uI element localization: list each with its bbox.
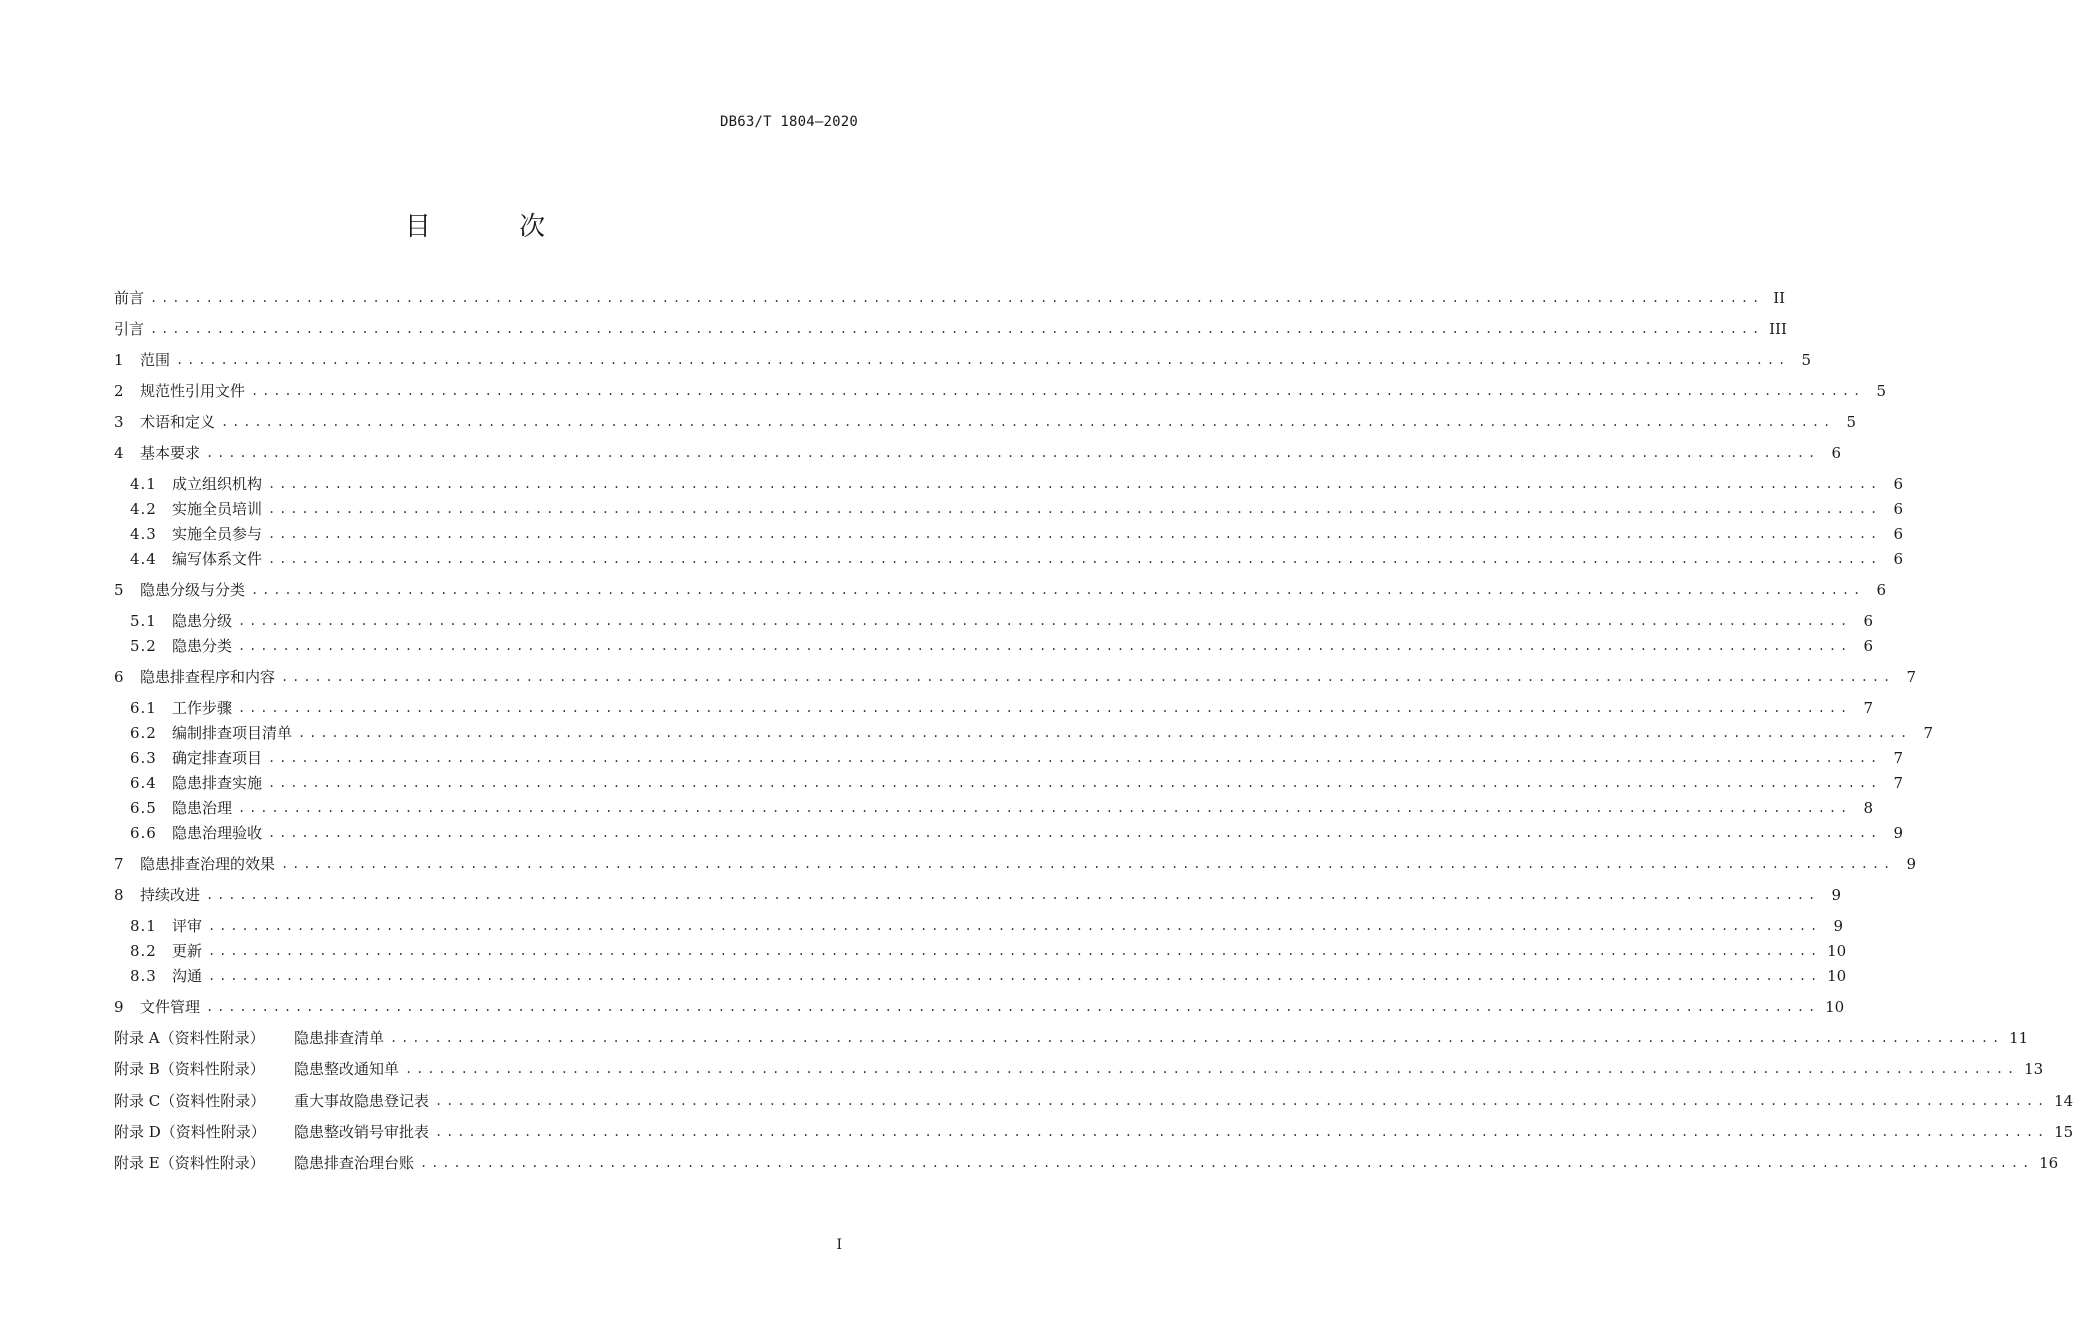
toc-entry-9[interactable]: 9 文件管理 ................................................................................................................................................. 10 [114, 998, 1845, 1016]
toc-entry-4[interactable]: 4 基本要求 ................................................................................................................................................. 6 [114, 444, 1842, 462]
toc-entry-5-2[interactable]: 5.2 隐患分类 ................................................................................................................................................. 6 [130, 637, 1874, 655]
toc-entry-2[interactable]: 2 规范性引用文件 ................................................................................................................................................. 5 [114, 382, 1887, 400]
toc-entry-appendix-d[interactable]: 附录 D（资料性附录） 隐患整改销号审批表 ................................................................................................................................................. 15 [114, 1123, 2073, 1141]
toc-entry-8-2[interactable]: 8.2 更新 ................................................................................................................................................. 10 [130, 942, 1847, 960]
toc-entry-5-1[interactable]: 5.1 隐患分级 ................................................................................................................................................. 6 [130, 612, 1874, 630]
toc-entry-4-4[interactable]: 4.4 编写体系文件 ................................................................................................................................................. 6 [130, 550, 1904, 568]
toc-entry-1[interactable]: 1 范围 ................................................................................................................................................. 5 [114, 351, 1812, 369]
toc-entry-6-3[interactable]: 6.3 确定排查项目 ................................................................................................................................................. 7 [130, 749, 1904, 767]
toc-entry-6[interactable]: 6 隐患排查程序和内容 ................................................................................................................................................. 7 [114, 668, 1917, 686]
toc-entry-appendix-a[interactable]: 附录 A（资料性附录） 隐患排查清单 ................................................................................................................................................. 11 [114, 1029, 2029, 1047]
toc-entry-appendix-e[interactable]: 附录 E（资料性附录） 隐患排查治理台账 ................................................................................................................................................. 16 [114, 1154, 2059, 1172]
toc-entry-4-2[interactable]: 4.2 实施全员培训 ................................................................................................................................................. 6 [130, 500, 1904, 518]
toc-entry-8[interactable]: 8 持续改进 ................................................................................................................................................. 9 [114, 886, 1842, 904]
toc-entry-7[interactable]: 7 隐患排查治理的效果 ................................................................................................................................................. 9 [114, 855, 1917, 873]
toc-entry-3[interactable]: 3 术语和定义 ................................................................................................................................................. 5 [114, 413, 1857, 431]
toc-entry-appendix-c[interactable]: 附录 C（资料性附录） 重大事故隐患登记表 ................................................................................................................................................. 14 [114, 1092, 2073, 1110]
toc-entry-4-1[interactable]: 4.1 成立组织机构 ................................................................................................................................................. 6 [130, 475, 1904, 493]
toc-entry-6-4[interactable]: 6.4 隐患排查实施 ................................................................................................................................................. 7 [130, 774, 1904, 792]
toc-entry-6-6[interactable]: 6.6 隐患治理验收 ................................................................................................................................................. 9 [130, 824, 1904, 842]
toc-entry-4-3[interactable]: 4.3 实施全员参与 ................................................................................................................................................. 6 [130, 525, 1904, 543]
toc-entry-preface[interactable]: 前言 ................................................................................................................................................. II [114, 289, 1786, 307]
toc-entry-8-3[interactable]: 8.3 沟通 ................................................................................................................................................. 10 [130, 967, 1847, 985]
page-number: I [836, 1237, 842, 1253]
toc-entry-introduction[interactable]: 引言 ................................................................................................................................................. III [114, 320, 1787, 338]
toc-entry-appendix-b[interactable]: 附录 B（资料性附录） 隐患整改通知单 ................................................................................................................................................. 13 [114, 1060, 2044, 1078]
toc-entry-8-1[interactable]: 8.1 评审 ................................................................................................................................................. 9 [130, 917, 1844, 935]
page-title: 目 次 [404, 212, 586, 242]
toc-entry-5[interactable]: 5 隐患分级与分类 ................................................................................................................................................. 6 [114, 581, 1887, 599]
toc-entry-6-2[interactable]: 6.2 编制排查项目清单 ................................................................................................................................................. 7 [130, 724, 1934, 742]
document-code: DB63/T 1804—2020 [719, 114, 858, 130]
toc-entry-6-5[interactable]: 6.5 隐患治理 ................................................................................................................................................. 8 [130, 799, 1874, 817]
toc-entry-6-1[interactable]: 6.1 工作步骤 ................................................................................................................................................. 7 [130, 699, 1874, 717]
